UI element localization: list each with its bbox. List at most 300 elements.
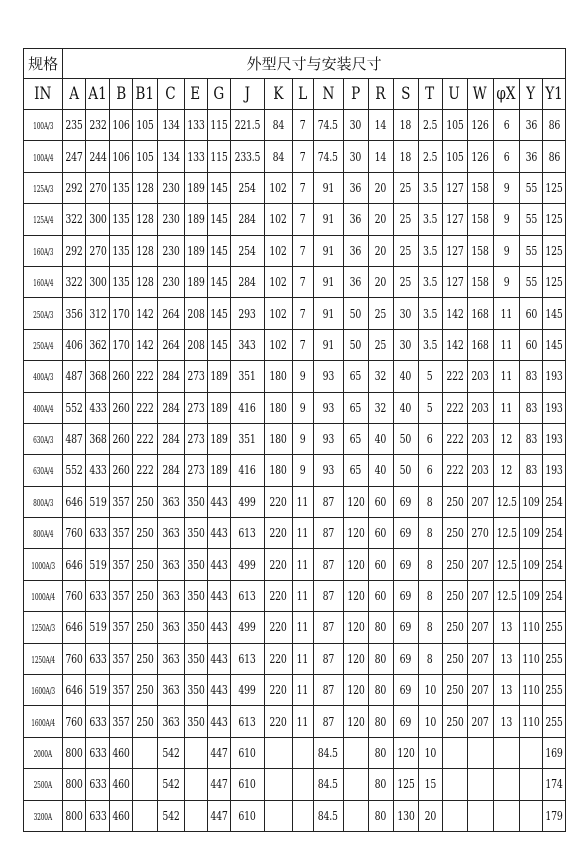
cell-value: 207 [471,557,489,572]
value-cell [467,235,493,266]
cell-value: 350 [187,714,205,729]
value-cell [133,298,157,329]
value-cell [230,235,264,266]
model-label: 1000A/4 [31,592,55,604]
value-cell [157,612,184,643]
value-cell [184,800,207,831]
cell-value: 102 [269,180,287,195]
value-cell [110,737,133,768]
cell-value: 145 [210,306,228,321]
cell-value: 32 [374,400,387,415]
cell-value: 193 [545,369,563,384]
value-cell [86,737,110,768]
cell-value: 87 [322,526,334,541]
cell-value: 284 [162,369,180,384]
value-cell [157,204,184,235]
cell-value: 40 [399,400,412,415]
cell-value: 50 [399,463,412,478]
cell-value: 36 [349,275,362,290]
model-label: 630A/3 [33,435,54,447]
value-cell [467,675,493,706]
column-header [343,79,368,110]
value-cell [110,204,133,235]
value-cell [368,110,393,141]
cell-value: 36 [525,118,537,133]
cell-value: 610 [238,777,256,792]
cell-value: 247 [65,149,83,164]
column-header [313,79,343,110]
value-cell [207,455,230,486]
cell-value: 646 [65,683,83,698]
value-cell [110,172,133,203]
value-cell [207,110,230,141]
value-cell [393,643,418,674]
column-header [292,79,313,110]
column-header-label: A1 [88,84,107,104]
value-cell [133,329,157,360]
table-row [24,392,566,423]
value-cell [264,486,292,517]
value-cell [393,612,418,643]
cell-value: 232 [89,118,107,133]
cell-value: 125 [396,777,415,792]
model-label: 125A/4 [33,215,54,227]
cell-value: 284 [238,275,256,290]
cell-value: 93 [322,400,334,415]
value-cell [110,675,133,706]
cell-value: 80 [374,714,387,729]
column-header-label: A [69,84,80,104]
cell-value: 125 [545,212,563,227]
value-cell [393,266,418,297]
cell-value: 363 [162,494,180,509]
cell-value: 10 [424,683,436,698]
value-cell [543,392,566,423]
value-cell [493,643,520,674]
column-header-label: P [350,84,361,104]
cell-value: 93 [322,432,334,447]
value-cell [133,172,157,203]
value-cell [264,235,292,266]
cell-value: 84.5 [318,746,338,760]
cell-value: 220 [269,683,287,698]
cell-value: 416 [238,400,256,415]
table-row [24,455,566,486]
cell-value: 193 [545,432,563,447]
value-cell [520,769,543,800]
value-cell [543,675,566,706]
cell-value: 350 [187,526,205,541]
spec-label-cell: 规格 [24,49,63,79]
cell-value: 610 [238,746,256,760]
column-header [184,79,207,110]
value-cell [467,549,493,580]
value-cell [418,298,442,329]
column-header-label: Y1 [545,84,563,104]
value-cell [343,518,368,549]
value-cell [207,612,230,643]
value-cell [184,706,207,737]
cell-value: 93 [322,369,334,384]
model-label: 630A/4 [33,466,54,478]
cell-value: 357 [112,494,130,509]
value-cell [368,549,393,580]
value-cell [86,392,110,423]
value-cell [292,737,313,768]
value-cell [418,518,442,549]
cell-value: 120 [346,714,365,729]
value-cell [157,141,184,172]
table-row [24,266,566,297]
value-cell [343,549,368,580]
value-cell [418,800,442,831]
value-cell [442,141,467,172]
value-cell [157,769,184,800]
cell-value: 7 [299,149,306,164]
value-cell [292,580,313,611]
model-cell [24,110,63,141]
cell-value: 50 [349,306,362,321]
value-cell [230,423,264,454]
cell-value: 203 [471,432,489,447]
value-cell [543,737,566,768]
cell-value: 230 [162,212,180,227]
cell-value: 363 [162,620,180,635]
value-cell [543,643,566,674]
cell-value: 351 [238,369,256,384]
value-cell [418,675,442,706]
value-cell [368,329,393,360]
cell-value: 250 [445,526,464,541]
cell-value: 250 [136,557,154,572]
cell-value: 20 [374,275,387,290]
value-cell [110,769,133,800]
cell-value: 222 [136,432,154,447]
cell-value: 50 [399,432,412,447]
cell-value: 264 [162,306,180,321]
cell-value: 158 [471,275,489,290]
cell-value: 220 [269,494,287,509]
cell-value: 91 [322,243,334,258]
cell-value: 250 [136,494,154,509]
cell-value: 11 [296,620,309,635]
cell-value: 255 [545,620,563,635]
value-cell [157,580,184,611]
value-cell [184,675,207,706]
column-header [86,79,110,110]
value-cell [467,392,493,423]
cell-value: 800 [65,746,83,760]
value-cell [207,549,230,580]
cell-value: 255 [545,651,563,666]
value-cell [230,141,264,172]
cell-value: 250 [136,589,154,604]
value-cell [110,266,133,297]
cell-value: 443 [210,526,228,541]
cell-value: 109 [522,526,540,541]
cell-value: 13 [500,651,512,666]
model-label: 100A/3 [33,121,54,133]
cell-value: 84.5 [318,777,338,792]
cell-value: 69 [399,589,412,604]
cell-value: 443 [210,557,228,572]
title-row [24,49,566,79]
cell-value: 20 [374,212,387,227]
cell-value: 128 [136,275,154,290]
value-cell [184,204,207,235]
model-label: 800A/3 [33,497,54,509]
value-cell [63,486,86,517]
value-cell [292,204,313,235]
cell-value: 109 [522,494,540,509]
value-cell [467,110,493,141]
cell-value: 87 [322,651,334,666]
value-cell [157,518,184,549]
cell-value: 120 [346,620,365,635]
cell-value: 127 [445,275,464,290]
value-cell [63,612,86,643]
value-cell [520,612,543,643]
cell-value: 86 [548,149,560,164]
cell-value: 260 [112,369,130,384]
table-row [24,675,566,706]
column-header [543,79,566,110]
value-cell [442,800,467,831]
column-header-label: B [116,84,127,104]
value-cell [442,518,467,549]
value-cell [86,675,110,706]
cell-value: 87 [322,683,334,698]
value-cell [184,423,207,454]
cell-value: 222 [136,463,154,478]
cell-value: 11 [296,494,309,509]
value-cell [313,706,343,737]
value-cell [368,706,393,737]
cell-value: 36 [349,180,362,195]
value-cell [207,266,230,297]
table-row [24,329,566,360]
cell-value: 5 [427,369,433,384]
cell-value: 13 [500,620,512,635]
value-cell [86,486,110,517]
value-cell [343,486,368,517]
cell-value: 125 [545,275,563,290]
value-cell [110,800,133,831]
value-cell [133,800,157,831]
cell-value: 230 [162,180,180,195]
table-row [24,706,566,737]
value-cell [63,580,86,611]
cell-value: 292 [65,243,83,258]
cell-value: 6 [427,463,433,478]
cell-value: 207 [471,683,489,698]
model-label: 2000A [33,749,53,760]
value-cell [184,455,207,486]
column-header-label: G [213,84,225,104]
table-row [24,486,566,517]
cell-value: 443 [210,683,228,698]
table-row [24,549,566,580]
cell-value: 7 [299,275,306,290]
value-cell [442,769,467,800]
value-cell [86,518,110,549]
cell-value: 142 [136,306,154,321]
model-label: 1600A/4 [31,717,55,729]
cell-value: 499 [238,557,256,572]
cell-value: 158 [471,212,489,227]
cell-value: 363 [162,651,180,666]
cell-value: 357 [112,651,130,666]
cell-value: 254 [238,243,256,258]
cell-value: 416 [238,463,256,478]
cell-value: 142 [445,337,464,352]
cell-value: 25 [399,243,412,258]
cell-value: 189 [187,275,205,290]
value-cell [368,266,393,297]
value-cell [157,800,184,831]
value-cell [184,110,207,141]
value-cell [493,737,520,768]
cell-value: 250 [445,714,464,729]
table-row [24,612,566,643]
value-cell [467,643,493,674]
cell-value: 15 [424,777,436,792]
cell-value: 60 [374,526,387,541]
cell-value: 80 [374,746,387,760]
cell-value: 2.5 [422,149,438,164]
value-cell [543,329,566,360]
value-cell [442,580,467,611]
value-cell [110,518,133,549]
value-cell [368,204,393,235]
cell-value: 350 [187,557,205,572]
value-cell [313,580,343,611]
cell-value: 7 [299,180,306,195]
model-cell [24,172,63,203]
cell-value: 284 [162,432,180,447]
value-cell [368,675,393,706]
value-cell [343,455,368,486]
cell-value: 87 [322,557,334,572]
cell-value: 86 [548,118,560,133]
value-cell [63,423,86,454]
cell-value: 368 [89,369,107,384]
table-row [24,361,566,392]
value-cell [368,643,393,674]
cell-value: 222 [445,369,464,384]
value-cell [292,423,313,454]
cell-value: 109 [522,557,540,572]
value-cell [343,329,368,360]
value-cell [493,172,520,203]
value-cell [343,643,368,674]
cell-value: 30 [399,337,412,352]
value-cell [467,266,493,297]
value-cell [313,172,343,203]
value-cell [393,204,418,235]
cell-value: 260 [112,400,130,415]
value-cell [207,737,230,768]
value-cell [230,266,264,297]
cell-value: 5 [427,400,433,415]
cell-value: 207 [471,651,489,666]
value-cell [418,329,442,360]
value-cell [543,204,566,235]
cell-value: 102 [269,337,287,352]
value-cell [543,141,566,172]
model-label: 125A/3 [33,183,54,195]
value-cell [133,141,157,172]
value-cell [133,643,157,674]
value-cell [207,580,230,611]
value-cell [110,392,133,423]
cell-value: 646 [65,620,83,635]
cell-value: 250 [136,683,154,698]
cell-value: 447 [210,808,228,823]
cell-value: 633 [89,589,107,604]
value-cell [393,329,418,360]
cell-value: 2.5 [422,118,438,133]
value-cell [157,235,184,266]
value-cell [86,580,110,611]
value-cell [543,266,566,297]
value-cell [343,737,368,768]
cell-value: 18 [399,149,412,164]
value-cell [110,110,133,141]
cell-value: 443 [210,494,228,509]
value-cell [393,392,418,423]
value-cell [157,706,184,737]
column-header [264,79,292,110]
cell-value: 106 [112,149,130,164]
cell-value: 284 [162,400,180,415]
value-cell [442,455,467,486]
value-cell [343,706,368,737]
cell-value: 250 [136,651,154,666]
value-cell [543,612,566,643]
value-cell [467,204,493,235]
value-cell [493,266,520,297]
value-cell [543,549,566,580]
cell-value: 55 [525,180,537,195]
value-cell [133,266,157,297]
model-label: 250A/3 [33,309,54,321]
value-cell [230,518,264,549]
cell-value: 91 [322,337,334,352]
cell-value: 207 [471,494,489,509]
cell-value: 250 [445,589,464,604]
cell-value: 14 [374,149,387,164]
value-cell [264,580,292,611]
value-cell [313,643,343,674]
value-cell [63,737,86,768]
value-cell [442,612,467,643]
value-cell [86,612,110,643]
cell-value: 6 [503,118,510,133]
value-cell [86,298,110,329]
model-label: 250A/4 [33,340,54,352]
cell-value: 542 [162,777,180,792]
cell-value: 168 [471,337,489,352]
cell-value: 60 [525,337,537,352]
value-cell [264,204,292,235]
model-cell [24,392,63,423]
value-cell [86,769,110,800]
value-cell [207,141,230,172]
value-cell [86,549,110,580]
cell-value: 552 [65,400,83,415]
cell-value: 55 [525,212,537,227]
